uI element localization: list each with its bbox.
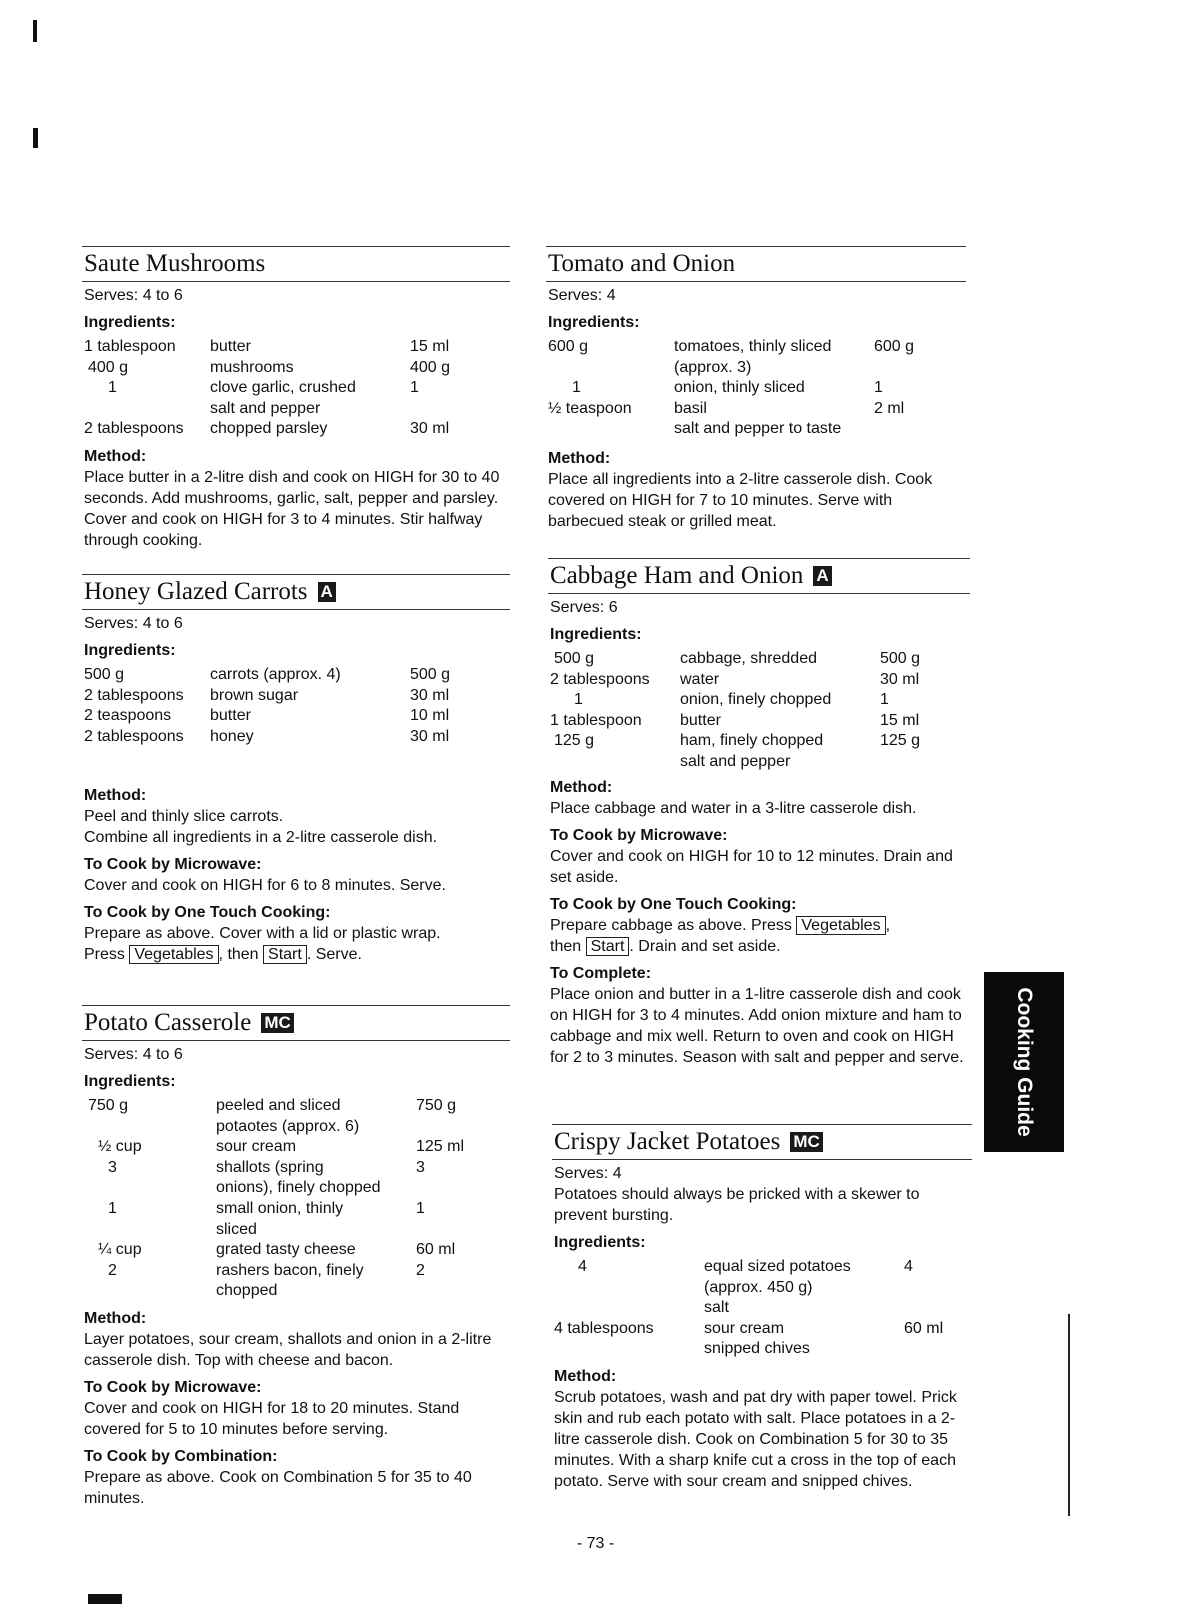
ingredients-label: Ingredients: — [84, 642, 176, 659]
recipe-saute-mushrooms — [82, 246, 510, 551]
table-row: 600 g tomatoes, thinly sliced 600 g — [548, 338, 915, 355]
combination-badge: MC — [790, 1132, 822, 1152]
ingredients-label: Ingredients: — [548, 314, 640, 331]
table-row: ½ teaspoon basil 2 ml — [548, 399, 905, 417]
microwave-label: To Cook by Microwave: — [550, 826, 728, 844]
one-touch-keys: Press Vegetables , then Start . Serve. — [84, 946, 362, 964]
ingredients-label: Ingredients: — [554, 1234, 646, 1251]
recipe-title: Cabbage Ham and Onion A — [548, 558, 970, 594]
microwave-label: To Cook by Microwave: — [84, 856, 262, 874]
serves: Serves: 4 to 6 — [84, 287, 183, 304]
complete-text: Place onion and butter in a 1-litre casserole dish and cook on HIGH for 3 to 4 minutes. Add onion mixture and ham to cabbage and mix well. Return to oven and cook on HIGH for 2 to 3 minutes. Season with salt and pepper and serve. — [550, 985, 964, 1066]
table-row: 1 tablespoon butter 15 ml — [550, 711, 920, 729]
serves: Serves: 4 to 6 — [84, 1046, 183, 1063]
table-row: 2 rashers bacon, finely 2 — [108, 1261, 425, 1279]
table-row: snipped chives — [704, 1340, 810, 1358]
table-row: salt and pepper — [680, 752, 791, 770]
method-text: Place butter in a 2-litre dish and cook on HIGH for 30 to 40 seconds. Add mushrooms, garlic, salt, pepper and parsley. Cover and cook on HIGH for 3 to 4 minutes. Stir halfway through cooking. — [84, 468, 500, 549]
method-label: Method: — [554, 1367, 617, 1385]
ingredients-table — [82, 1096, 466, 1302]
method-label: Method: — [84, 787, 147, 805]
serves: Serves: 6 — [550, 599, 618, 616]
table-row: 2 teaspoons butter 10 ml — [84, 707, 450, 725]
table-row: chopped — [216, 1282, 278, 1300]
ingredients-label: Ingredients: — [550, 626, 642, 643]
section-tab-label: Cooking Guide — [1013, 987, 1036, 1137]
table-row: 2 tablespoons brown sugar 30 ml — [84, 686, 450, 704]
ingredients-table — [546, 337, 916, 440]
vegetables-key: Vegetables — [129, 945, 218, 964]
table-row: 2 tablespoons water 30 ml — [550, 670, 920, 688]
table-row: (approx. 3) — [674, 358, 752, 376]
one-touch-text: Prepare cabbage as above. Press Vegetables , then Start . Drain and set aside. — [550, 916, 891, 955]
ingredients-label: Ingredients: — [84, 314, 176, 331]
table-row: 500 g carrots (approx. 4) 500 g — [84, 666, 451, 683]
table-row: 400 g mushrooms 400 g — [88, 358, 451, 376]
table-row: ½ cup sour cream 125 ml — [98, 1138, 465, 1156]
table-row: 500 g cabbage, shredded 500 g — [554, 650, 921, 667]
method-label: Method: — [84, 1309, 147, 1327]
auto-badge: A — [318, 582, 336, 602]
table-row: 1 onion, finely chopped 1 — [574, 691, 889, 709]
method-text: Place cabbage and water in a 3-litre casserole dish. — [550, 799, 917, 817]
table-row: salt and pepper — [210, 399, 321, 417]
one-touch-text: Prepare as above. Cover with a lid or plastic wrap. — [84, 925, 441, 943]
scan-mark — [88, 1594, 122, 1604]
table-row: 125 g ham, finely chopped 125 g — [554, 732, 921, 750]
microwave-text: Cover and cook on HIGH for 6 to 8 minutes. Serve. — [84, 877, 446, 895]
recipe-crispy-jacket-potatoes — [552, 1124, 972, 1492]
table-row: 4 tablespoons sour cream 60 ml — [554, 1319, 944, 1337]
ingredients-table — [82, 665, 452, 747]
complete-label: To Complete: — [550, 964, 652, 982]
table-row: 1 onion, thinly sliced 1 — [572, 379, 883, 397]
microwave-label: To Cook by Microwave: — [84, 1378, 262, 1396]
method-text: Layer potatoes, sour cream, shallots and onion in a 2-litre casserole dish. Top with cheese and bacon. — [84, 1330, 492, 1369]
serves: Serves: 4 to 6 — [84, 615, 183, 632]
method-text: Peel and thinly slice carrots. — [84, 808, 284, 826]
recipe-potato-casserole — [82, 1005, 510, 1509]
combination-badge: MC — [261, 1013, 293, 1033]
table-row: salt and pepper to taste — [674, 420, 842, 438]
serves: Serves: 4 — [548, 287, 616, 304]
table-row: (approx. 450 g) — [704, 1278, 813, 1296]
table-row: 750 g peeled and sliced 750 g — [88, 1097, 457, 1114]
method-label: Method: — [548, 449, 611, 467]
combination-text: Prepare as above. Cook on Combination 5 for 35 to 40 minutes. — [84, 1468, 472, 1507]
start-key: Start — [263, 945, 307, 964]
scan-mark — [33, 20, 37, 42]
page-number: - 73 - — [576, 1535, 615, 1552]
ingredients-table — [548, 649, 922, 773]
table-row: 2 tablespoons honey 30 ml — [84, 727, 450, 745]
microwave-text: Cover and cook on HIGH for 18 to 20 minutes. Stand covered for 5 to 10 minutes before serving. — [84, 1399, 460, 1438]
auto-badge: A — [813, 566, 831, 586]
table-row: sliced — [216, 1220, 257, 1238]
table-row: 1 tablespoon butter 15 ml — [84, 338, 450, 355]
ingredients-table — [552, 1257, 945, 1360]
method-text: Scrub potatoes, wash and pat dry with paper towel. Prick skin and rub each potato with salt. Place potatoes in a 2-litre casserole dish. Cook on Combination 5 for 30 to 35 minutes. With a sharp knife cut a cross in the top of each potato. Serve with sour cream and snipped chives. — [554, 1388, 957, 1490]
method-label: Method: — [550, 778, 613, 796]
table-row: 1 clove garlic, crushed 1 — [108, 379, 419, 397]
ingredients-table — [82, 337, 452, 440]
table-row: 1 small onion, thinly 1 — [108, 1199, 425, 1217]
microwave-text: Cover and cook on HIGH for 10 to 12 minutes. Drain and set aside. — [550, 847, 953, 886]
recipe-title: Tomato and Onion — [546, 246, 966, 282]
ingredients-label: Ingredients: — [84, 1073, 176, 1090]
method-label: Method: — [84, 447, 147, 465]
recipe-honey-glazed-carrots — [82, 574, 510, 965]
recipe-title: Potato Casserole MC — [82, 1005, 510, 1041]
method-text: Place all ingredients into a 2-litre casserole dish. Cook covered on HIGH for 7 to 10 minutes. Serve with barbecued steak or grilled meat. — [548, 470, 933, 530]
table-row: 4 equal sized potatoes 4 — [578, 1258, 913, 1275]
recipe-tomato-and-onion — [546, 246, 966, 532]
table-row: salt — [704, 1299, 729, 1317]
start-key: Start — [586, 937, 630, 956]
method-text: Combine all ingredients in a 2-litre casserole dish. — [84, 829, 438, 847]
table-row: onions), finely chopped — [216, 1179, 381, 1197]
margin-rule — [1068, 1314, 1070, 1516]
recipe-title: Crispy Jacket Potatoes MC — [552, 1124, 972, 1160]
combination-label: To Cook by Combination: — [84, 1447, 278, 1465]
recipe-title: Saute Mushrooms — [82, 246, 510, 282]
recipe-title: Honey Glazed Carrots A — [82, 574, 510, 610]
table-row: potaotes (approx. 6) — [216, 1117, 360, 1135]
recipe-cabbage-ham-onion — [548, 558, 970, 1068]
scan-mark — [33, 128, 38, 148]
table-row: ¼ cup grated tasty cheese 60 ml — [98, 1241, 456, 1259]
serves: Serves: 4 — [554, 1165, 622, 1182]
one-touch-label: To Cook by One Touch Cooking: — [550, 895, 797, 913]
table-row: 3 shallots (spring 3 — [108, 1158, 425, 1176]
vegetables-key: Vegetables — [796, 916, 885, 935]
note-text: Potatoes should always be pricked with a skewer to prevent bursting. — [554, 1186, 920, 1224]
table-row: 2 tablespoons chopped parsley 30 ml — [84, 420, 450, 438]
one-touch-label: To Cook by One Touch Cooking: — [84, 904, 331, 922]
